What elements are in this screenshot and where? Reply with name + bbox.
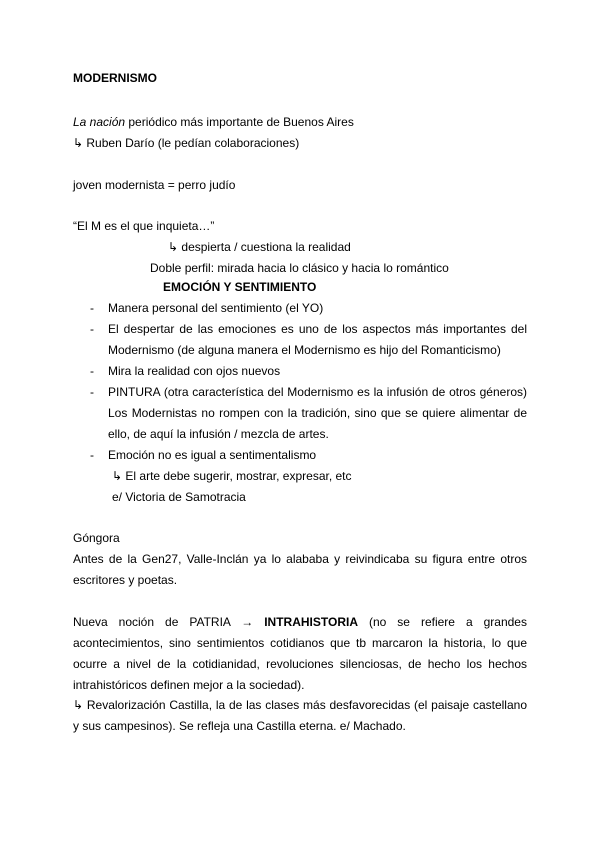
bullet-3: Mira la realidad con ojos nuevos — [108, 364, 281, 378]
nacion-sub: ↳ Ruben Darío (le pedían colaboraciones) — [73, 136, 300, 150]
nacion-rest: periódico más importante de Buenos Aires — [125, 115, 354, 129]
bullet-2-line-2: Modernismo (de alguna manera el Modernismo es hijo del Romanticismo) — [108, 343, 501, 357]
gongora-title: Góngora — [73, 531, 120, 545]
bullet-dash: - — [90, 385, 94, 399]
patria-line-4: intrahistóricos definen mejor a la sociedad). — [73, 678, 305, 692]
doble-perfil-line: Doble perfil: mirada hacia lo clásico y hacia lo romántico — [150, 261, 449, 275]
patria-line-1-c: (no se refiere a grandes — [368, 615, 527, 629]
emocion-heading: EMOCIÓN Y SENTIMIENTO — [163, 280, 317, 294]
bullet-2-line-1: El despertar de las emociones es uno de los aspectos más importantes del — [108, 322, 527, 336]
quote-line: “El M es el que inquieta…” — [73, 219, 215, 233]
patria-line-1 — [73, 615, 527, 630]
intrahistoria-term: INTRAHISTORIA — [264, 615, 358, 629]
bullet-4-line-3: ello, de aquí la infusión / mezcla de artes. — [108, 427, 329, 441]
bullet-5: Emoción no es igual a sentimentalismo — [108, 448, 317, 462]
bullet-dash: - — [90, 448, 94, 462]
patria-line-1-a: Nueva noción de PATRIA — [73, 615, 231, 629]
bullet-1: Manera personal del sentimiento (el YO) — [108, 301, 324, 315]
arrow-icon: → — [241, 615, 254, 629]
patria-line-3: ocurre a nivel de la cotidianidad, revoluciones silenciosas, de hecho los hechos — [73, 657, 527, 671]
bullet-5-sub-1: ↳ El arte debe sugerir, mostrar, expresar, etc — [112, 469, 352, 483]
bullet-5-sub-2: e/ Victoria de Samotracia — [112, 490, 246, 504]
nacion-line — [73, 115, 354, 130]
bullet-dash: - — [90, 364, 94, 378]
bullet-dash: - — [90, 322, 94, 336]
despierta-line: ↳ despierta / cuestiona la realidad — [168, 240, 351, 254]
gongora-line-1: Antes de la Gen27, Valle-Inclán ya lo alababa y reivindicaba su figura entre otros — [73, 552, 527, 566]
bullet-4-line-1: PINTURA (otra característica del Modernismo es la infusión de otros géneros) — [108, 385, 527, 399]
joven-line: joven modernista = perro judío — [73, 178, 236, 192]
bullet-dash: - — [90, 301, 94, 315]
nacion-italic: La nación — [73, 115, 126, 129]
document-title: MODERNISMO — [73, 71, 157, 85]
patria-line-2: acontecimientos, sino sentimientos cotidianos que tb marcaron la historia, lo que — [73, 636, 527, 650]
bullet-4-line-2: Los Modernistas no rompen con la tradición, sino que se quiere alimentar de — [108, 406, 527, 420]
patria-line-6: y sus campesinos). Se refleja una Castilla eterna. e/ Machado. — [73, 719, 406, 733]
gongora-line-2: escritores y poetas. — [73, 573, 178, 587]
patria-line-5: ↳ Revalorización Castilla, la de las clases más desfavorecidas (el paisaje castellano — [73, 698, 527, 712]
